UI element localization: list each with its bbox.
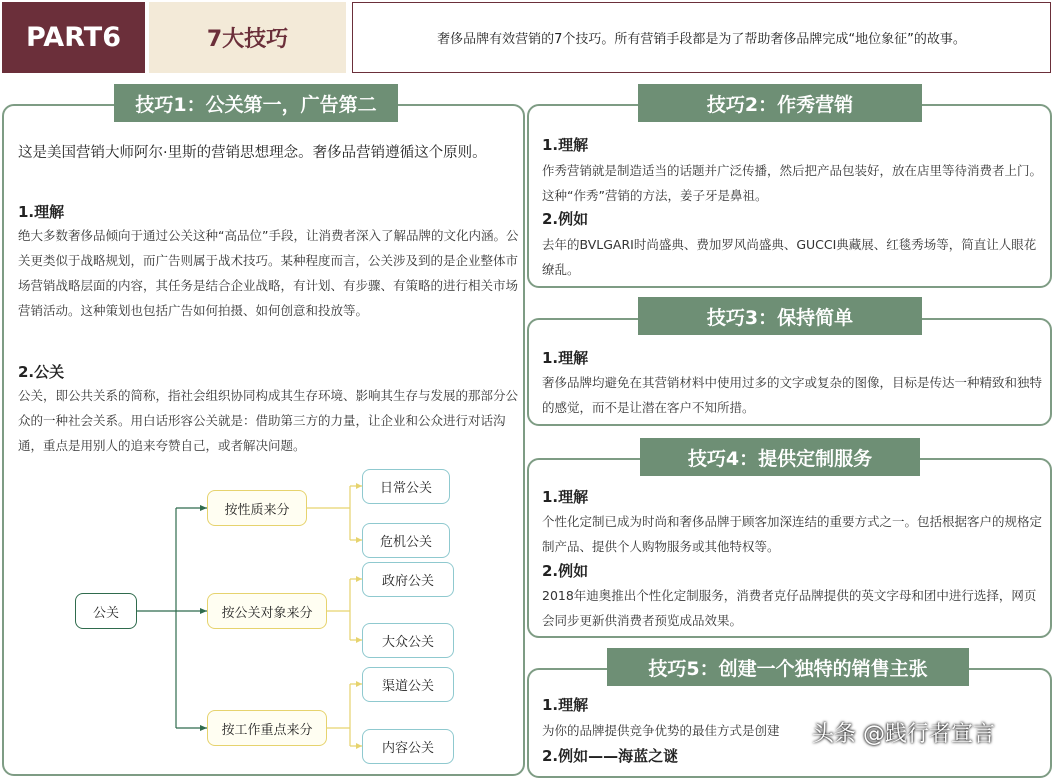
tip1-heading-understand: 1.理解 [18,203,65,221]
section-title: 7大技巧 [149,2,346,73]
tree-node-by-nature: 按性质来分 [207,490,307,526]
tip2-title: 技巧2：作秀营销 [638,84,922,122]
tip3-title: 技巧3：保持简单 [638,297,922,335]
tip2-understand-text: 作秀营销就是制造适当的话题并广泛传播，然后把产品包装好，放在店里等待消费者上门。这种“作秀”营销的方法，姜子牙是鼻祖。 [542,163,1043,203]
tip4-title: 技巧4：提供定制服务 [640,438,920,476]
tip1-lead: 这是美国营销大师阿尔·里斯的营销思想理念。奢侈品营销遵循这个原则。 [18,145,487,161]
tip4-understand-text: 个性化定制已成为时尚和奢侈品牌于顾客加深连结的重要方式之一。包括根据客户的规格定制产品、提供个人购物服务或其他特权等。 [542,514,1043,554]
tip2-heading-example: 2.例如 [542,210,589,228]
tree-node-by-focus: 按工作重点来分 [207,710,327,746]
tip5-understand-text: 为你的品牌提供竞争优势的最佳方式是创建 [542,723,780,738]
tip4-example-text: 2018年迪奥推出个性化定制服务，消费者克仔品牌提供的英文字母和团中进行选择，网页会同步更新供消费者预览成品效果。 [542,588,1037,628]
tree-leaf-government-pr: 政府公关 [362,562,454,597]
part-label: PART6 [2,2,145,73]
tree-root-node: 公关 [75,593,137,629]
tip1-understand-text: 绝大多数奢侈品倾向于通过公关这种“高品位”手段，让消费者深入了解品牌的文化内涵。公关更类似于战略规划，而广告则属于战术技巧。某种程度而言，公关涉及到的是企业整体市场营销战略层面的内容，其任务是结合企业战略，有计划、有步骤、有策略的进行相关市场营销活动。这种策划也包括广告如何拍摄、如何创意和投放等。 [18,228,519,318]
tip1-heading-pr: 2.公关 [18,363,65,381]
tip2-heading-understand: 1.理解 [542,136,589,154]
tree-node-by-audience: 按公关对象来分 [207,593,327,629]
tip2-example-text: 去年的BVLGARI时尚盛典、费加罗风尚盛典、GUCCI典藏展、红毯秀场等，简直让人眼花缭乱。 [542,237,1037,277]
tip5-heading-understand: 1.理解 [542,696,589,714]
tip1-pr-text: 公关，即公共关系的简称，指社会组织协同构成其生存环境、影响其生存与发展的那部分公众的一种社会关系。用白话形容公关就是：借助第三方的力量，让企业和公众进行对话沟通，重点是用别人的追来夸赞自己，或者解决问题。 [18,388,519,453]
tip4-heading-example: 2.例如 [542,562,589,580]
tip5-heading-example: 2.例如——海蓝之谜 [542,747,679,765]
tip5-title: 技巧5：创建一个独特的销售主张 [607,648,969,686]
section-description: 奢侈品牌有效营销的7个技巧。所有营销手段都是为了帮助奢侈品牌完成“地位象征”的故事。 [352,2,1051,73]
tip4-heading-understand: 1.理解 [542,488,589,506]
tree-leaf-public-pr: 大众公关 [362,623,454,658]
tree-leaf-crisis-pr: 危机公关 [362,523,450,558]
tree-leaf-channel-pr: 渠道公关 [362,667,454,702]
tree-leaf-content-pr: 内容公关 [362,729,454,764]
tip3-understand-text: 奢侈品牌均避免在其营销材料中使用过多的文字或复杂的图像，目标是传达一种精致和独特的感觉，而不是让潜在客户不知所措。 [542,375,1043,415]
tip1-title: 技巧1：公关第一，广告第二 [114,84,398,122]
tree-leaf-daily-pr: 日常公关 [362,469,450,504]
watermark-text: 头条 @践行者宣言 [812,722,995,747]
tip3-heading-understand: 1.理解 [542,349,589,367]
